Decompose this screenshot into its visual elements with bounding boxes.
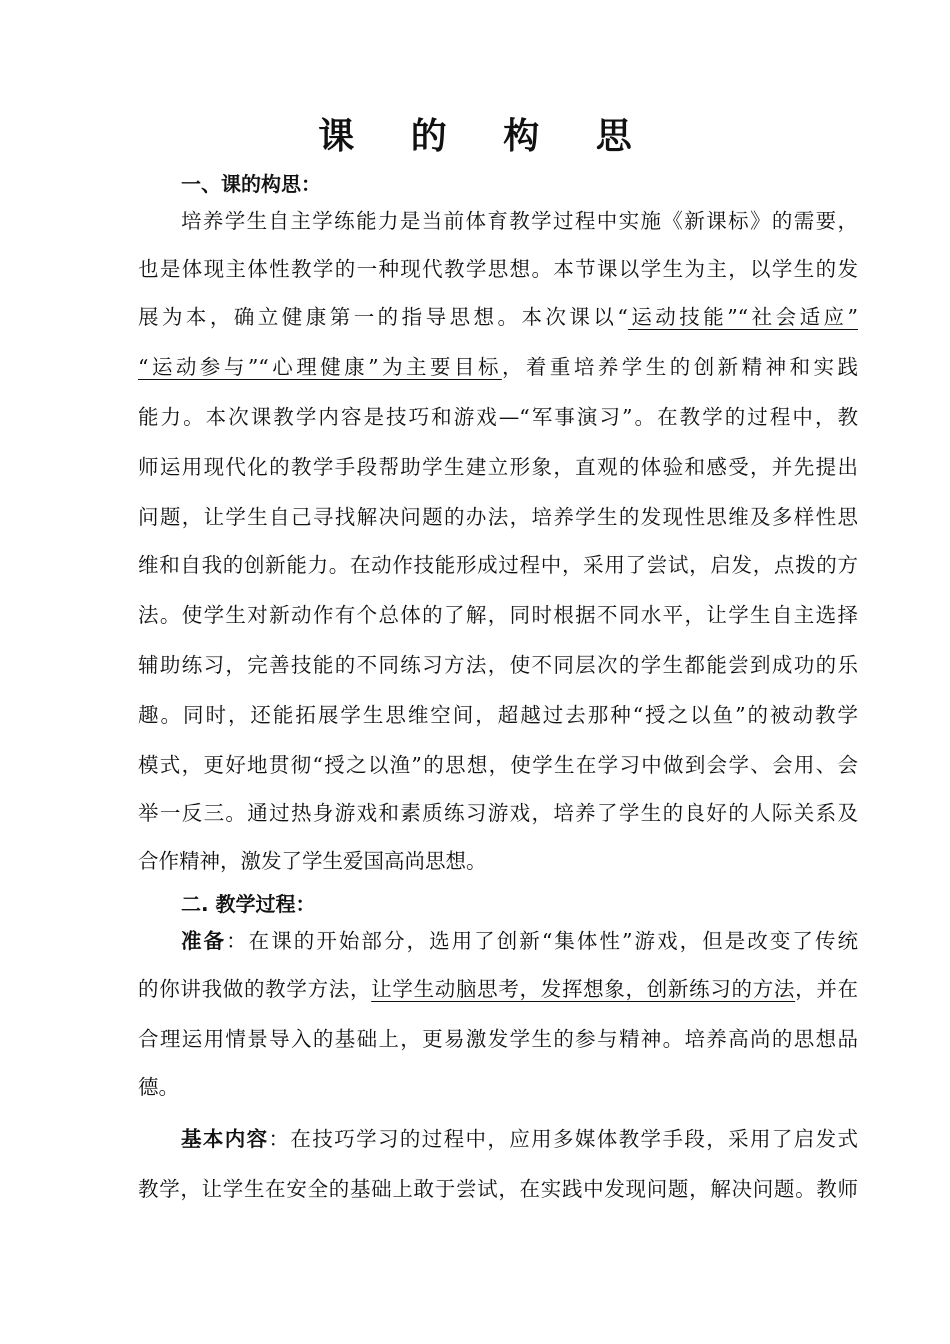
basic-content-label: 基本内容 xyxy=(181,1127,269,1151)
line-text: ：在课的开始部分，选用了创新“集体性”游戏，但是改变了传统 xyxy=(226,929,858,953)
paragraph-line: 师运用现代化的教学手段帮助学生建立形象，直观的体验和感受，并先提出 xyxy=(138,455,858,479)
paragraph-line xyxy=(138,974,858,1004)
paragraph-line xyxy=(181,926,858,956)
line-text: ，并在 xyxy=(795,977,859,1001)
paragraph-line: 辅助练习，完善技能的不同练习方法，使不同层次的学生都能尝到成功的乐 xyxy=(138,653,858,677)
line-text: ，着重培养学生的创新精神和实践 xyxy=(501,355,859,379)
paragraph-line xyxy=(138,302,858,332)
prep-label: 准备 xyxy=(181,929,227,953)
section-heading-process: 二. 教学过程： xyxy=(181,892,316,916)
paragraph-line: 趣。同时，还能拓展学生思维空间，超越过去那种“授之以鱼”的被动教学 xyxy=(138,703,858,727)
paragraph-line: 能力。本次课教学内容是技巧和游戏—“军事演习”。在教学的过程中，教 xyxy=(138,405,858,429)
page-title: 课 的 构 思 xyxy=(318,116,654,157)
paragraph-line: 维和自我的创新能力。在动作技能形成过程中，采用了尝试，启发，点拨的方 xyxy=(138,553,858,577)
paragraph-line: 举一反三。通过热身游戏和素质练习游戏，培养了学生的良好的人际关系及 xyxy=(138,801,858,825)
underlined-text: 运动技能”“社会适应” xyxy=(627,305,858,329)
line-text: ：在技巧学习的过程中，应用多媒体教学手段，采用了启发式 xyxy=(268,1127,859,1151)
paragraph-line: 德。 xyxy=(138,1075,179,1099)
paragraph-line: 教学，让学生在安全的基础上敢于尝试，在实践中发现问题，解决问题。教师 xyxy=(138,1177,858,1201)
line-text: 的你讲我做的教学方法， xyxy=(138,977,372,1001)
paragraph-line: 合作精神，激发了学生爱国高尚思想。 xyxy=(138,849,487,873)
underlined-text: “运动参与”“心理健康”为主要目标 xyxy=(138,355,502,379)
paragraph-line: 合理运用情景导入的基础上，更易激发学生的参与精神。培养高尚的思想品 xyxy=(138,1027,858,1051)
underlined-text: 让学生动脑思考，发挥想象，创新练习的方法 xyxy=(371,977,796,1001)
paragraph-line: 培养学生自主学练能力是当前体育教学过程中实施《新课标》的需要， xyxy=(181,209,858,233)
paragraph-line xyxy=(181,1124,858,1154)
paragraph-line xyxy=(138,352,858,382)
line-text: 展为本，确立健康第一的指导思想。本次课以“ xyxy=(138,305,628,329)
paragraph-line: 模式，更好地贯彻“授之以渔”的思想，使学生在学习中做到会学、会用、会 xyxy=(138,753,858,777)
paragraph-line: 问题，让学生自己寻找解决问题的办法，培养学生的发现性思维及多样性思 xyxy=(138,505,858,529)
paragraph-line: 也是体现主体性教学的一种现代教学思想。本节课以学生为主，以学生的发 xyxy=(138,257,858,281)
paragraph-line: 法。使学生对新动作有个总体的了解，同时根据不同水平，让学生自主选择 xyxy=(138,603,858,627)
section-heading-concept: 一、课的构思： xyxy=(181,172,321,196)
